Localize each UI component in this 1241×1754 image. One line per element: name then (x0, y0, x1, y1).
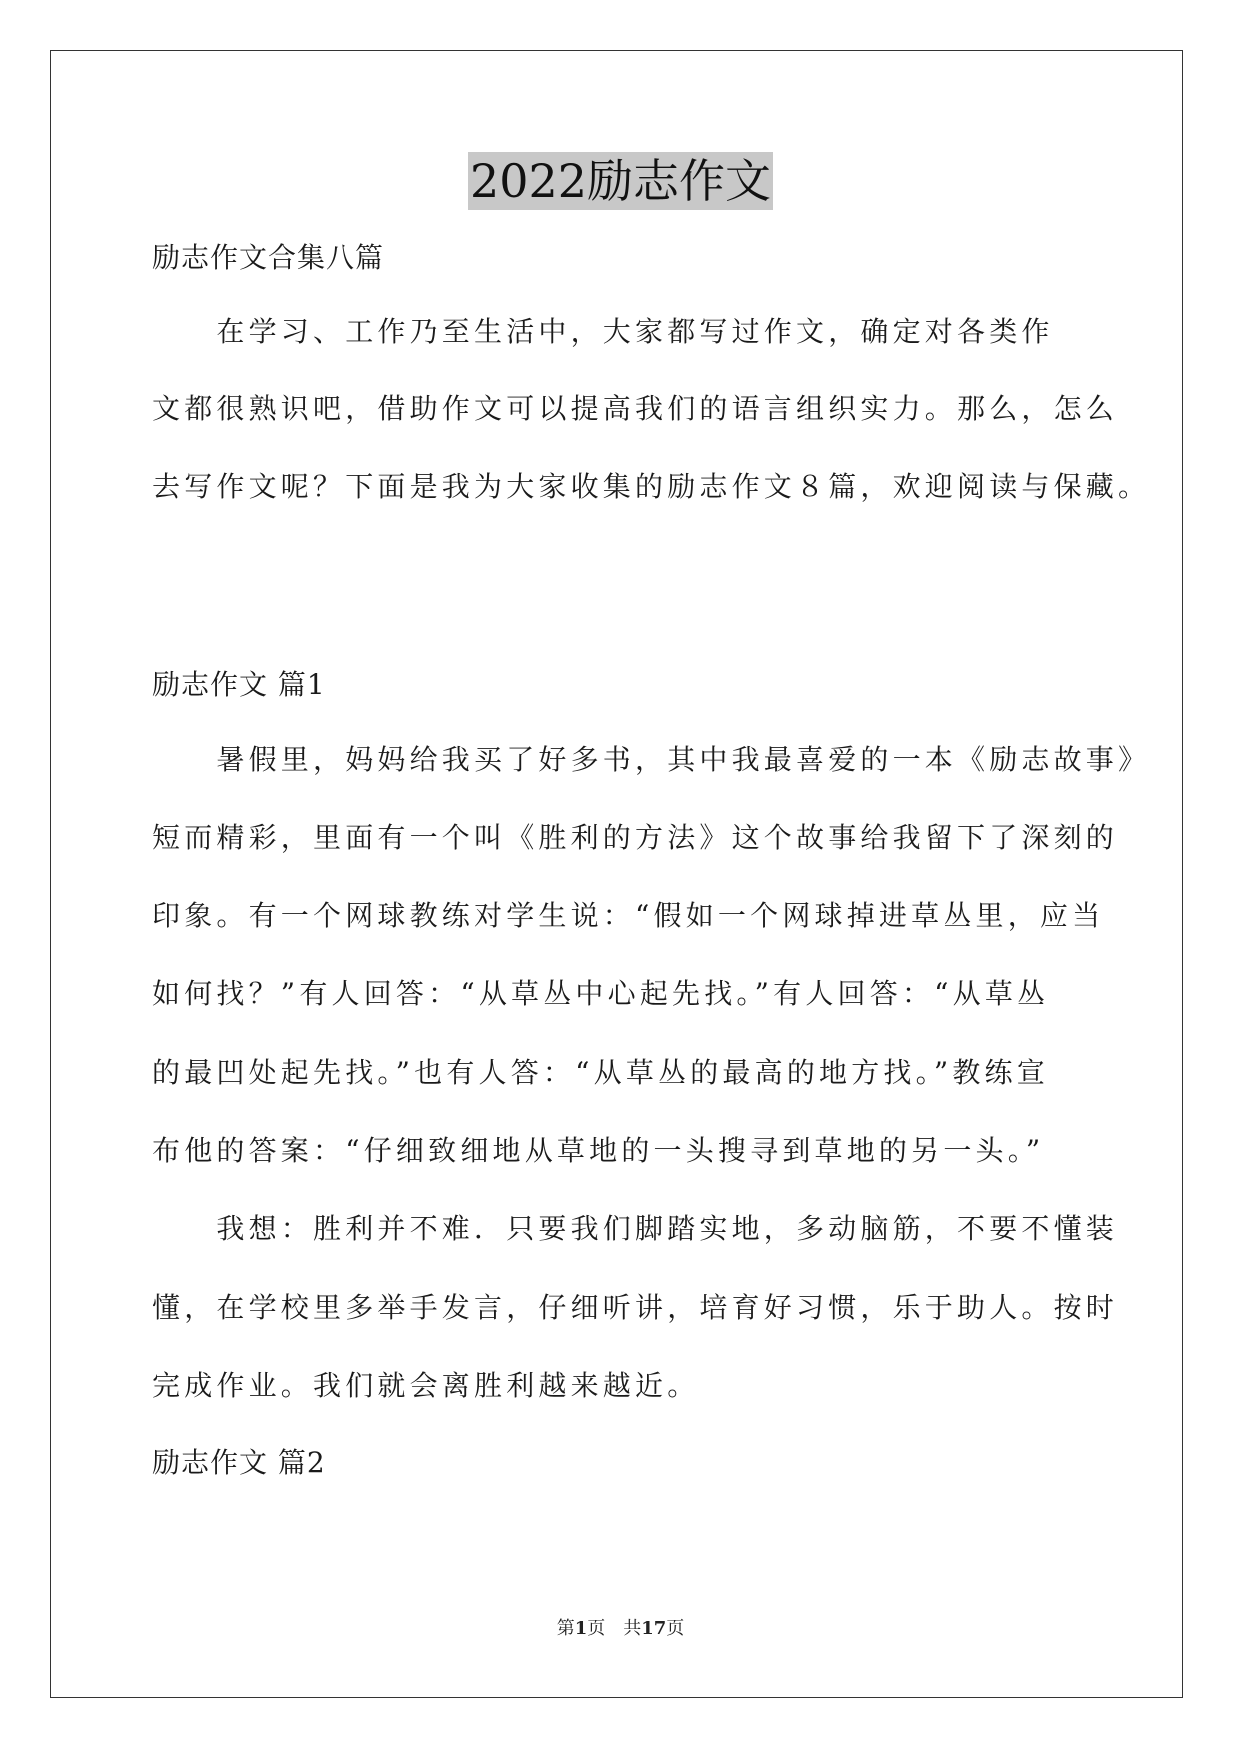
paragraph-line: 短而精彩，里面有一个叫《胜利的方法》这个故事给我留下了深刻的 (152, 821, 1119, 854)
paragraph-line: 懂，在学校里多举手发言，仔细听讲，培育好习惯，乐于助人。按时 (152, 1291, 1119, 1324)
paragraph-line: 布他的答案：“仔细致细地从草地的一头搜寻到草地的另一头。” (152, 1134, 1045, 1167)
total-pages: 17 (641, 1618, 667, 1639)
title-container (0, 152, 1241, 210)
collection-subtitle: 励志作文合集八篇 (152, 241, 385, 274)
page-footer (0, 1617, 1241, 1641)
paragraph-line: 在学习、工作乃至生活中，大家都写过作文，确定对各类作 (152, 315, 1054, 348)
paragraph-line: 暑假里，妈妈给我买了好多书，其中我最喜爱的一本《励志故事》 (152, 743, 1151, 776)
page-number: 1 (574, 1618, 588, 1639)
section-heading-1: 励志作文 篇1 (152, 668, 326, 701)
paragraph-line: 完成作业。我们就会离胜利越来越近。 (152, 1369, 700, 1402)
page-label-prefix: 第 (556, 1618, 575, 1639)
page-label-suffix: 页 (666, 1618, 685, 1639)
document-title: 2022励志作文 (469, 154, 772, 208)
paragraph-line: 我想：胜利并不难．只要我们脚踏实地，多动脑筋，不要不懂装 (152, 1212, 1119, 1245)
paragraph-line: 如何找？”有人回答：“从草丛中心起先找。”有人回答：“从草丛 (152, 977, 1050, 1010)
page-label-mid: 页 共 (587, 1618, 642, 1639)
paragraph-line: 印象。有一个网球教练对学生说：“假如一个网球掉进草丛里，应当 (152, 899, 1105, 932)
paragraph-line: 的最凹处起先找。”也有人答：“从草丛的最高的地方找。”教练宣 (152, 1056, 1049, 1089)
paragraph-line: 去写作文呢？下面是我为大家收集的励志作文８篇，欢迎阅读与保藏。 (152, 470, 1151, 503)
section-heading-2: 励志作文 篇2 (152, 1446, 326, 1479)
paragraph-line: 文都很熟识吧，借助作文可以提高我们的语言组织实力。那么，怎么 (152, 392, 1119, 425)
